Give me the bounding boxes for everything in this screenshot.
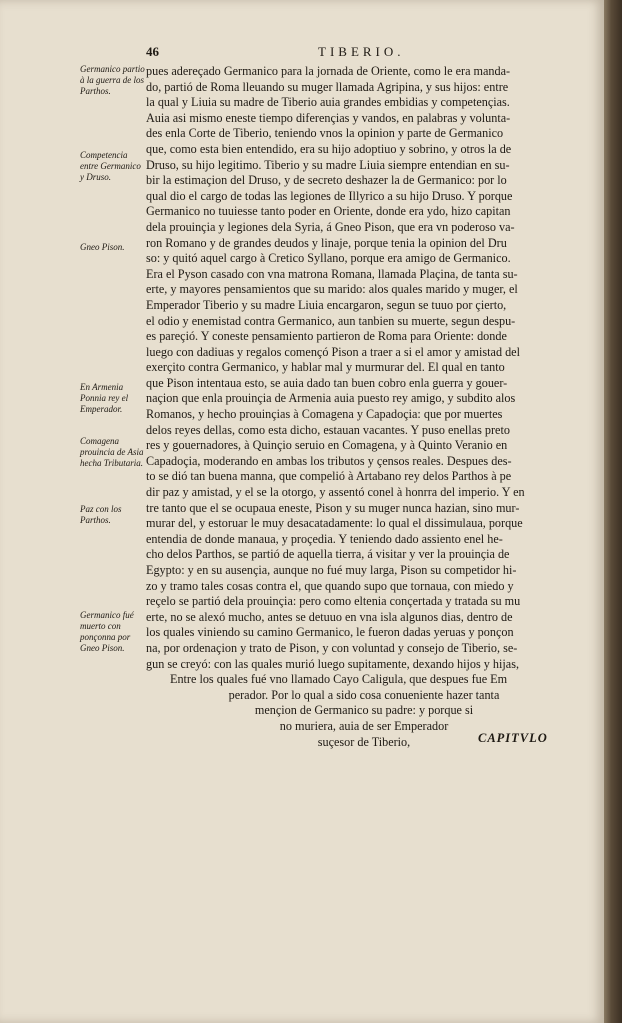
margin-note: Competencia entre Germanico y Druso. <box>80 150 141 182</box>
text-line: los quales viniendo su camino Germanico, le fueron dadas yeruas y ponçon <box>146 625 514 640</box>
text-line: luego con dadiuas y regalos començó Pison a traer a si el amor y amistad del <box>146 344 520 359</box>
text-line: do, partió de Roma lleuando su muger llamada Agripina, y sus hijos: entre <box>146 79 509 94</box>
text-line: na, por ordenaçion y trato de Pison, y con voluntad y consejo de Tiberio, se- <box>146 640 518 655</box>
text-line: gun se creyó: con las quales murió luego supitamente, dexando hijos y hijas, <box>146 656 519 671</box>
text-line: pues adereçado Germanico para la jornada de Oriente, como le era manda- <box>146 64 511 78</box>
text-line: no muriera, auia de ser Emperador <box>279 718 449 733</box>
text-line: dir paz y amistad, y el se la otorgo, y assentó conel à honrra del imperio. Y en <box>146 485 525 500</box>
text-line: erte, no se alexó mucho, antes se detuuo en vna isla algunos dias, dentro de <box>146 609 513 624</box>
text-line: es pareçió. Y coneste pensamiento partieron de Roma para Oriente: donde <box>146 329 507 344</box>
margin-note: Germanico fué muerto con ponçonna por Gneo Pison. <box>80 610 134 653</box>
text-line: que Pison intentaua esto, se auia dado tan buen cobro enla guerra y gouer- <box>146 375 508 390</box>
text-line: to se dió tan buena manna, que compelió à Artabano rey delos Parthos à pe <box>146 469 512 484</box>
text-line: Druso, su hijo legitimo. Tiberio y su madre Liuia siempre entendian en su- <box>146 157 510 172</box>
text-line: erte, y mayores pensamientos que su marido: alos quales marido y muger, el <box>146 282 518 297</box>
text-line: el odio y enemistad contra Germanico, aun tanbien su muerte, segun despu- <box>146 313 516 328</box>
text-line: Germanico no tuuiesse tanto poder en Oriente, donde era ydo, hizo capitan <box>146 204 511 219</box>
text-line: dela prouinçia y legiones dela Syria, á Gneo Pison, que era vn poderoso va- <box>146 219 515 234</box>
text-line: perador. Por lo qual a sido cosa conueniente hazer tanta <box>228 687 500 702</box>
text-line: cho delos Parthos, se partió de aquella tierra, á visitar y ver la prouinçia de <box>146 547 510 562</box>
text-line: zo y tramo tales cosas contra el, que quando supo que tornaua, con miedo y <box>146 578 514 593</box>
text-line: so: y quitó aquel cargo à Cretico Syllano, porque era amigo de Germanico. <box>146 251 511 266</box>
text-line: Romanos, y hecho prouinçias à Comagena y Capadoçia: que por muertes <box>146 407 503 422</box>
folio-number: 46 <box>146 44 159 59</box>
text-line: exerçito contra Germanico, y hablar mal y murmurar del. El qual en tanto <box>146 360 505 375</box>
text-line: des enla Corte de Tiberio, teniendo vnos la opinion y parte de Germanico <box>146 126 504 141</box>
text-line: res y gouernadores, à Quinçio seruio en Comagena, y à Quinto Veranio en <box>146 438 508 453</box>
page-edge <box>604 0 622 1023</box>
margin-note: En Armenia Ponnia rey el Emperador. <box>80 382 129 414</box>
text-line: Auia asi mismo eneste tiempo diferençias y vandos, en palabras y volunta- <box>146 110 511 125</box>
text-line: Capadoçia, moderando en ambas los tributos y çensos reales. Despues des- <box>146 453 512 468</box>
text-line: Emperador Tiberio y su madre Liuia encargaron, segun se tuuo por çierto, <box>146 297 507 312</box>
margin-note: Paz con los Parthos. <box>80 504 122 525</box>
text-line: delos reyes dellas, como esta dicho, estauan vacantes. Y puso enellas preto <box>146 422 510 437</box>
text-line: Entre los quales fué vno llamado Cayo Caligula, que despues fue Em <box>170 672 508 687</box>
text-line: Era el Pyson casado con vna matrona Romana, llamada Plaçina, de tanta su- <box>146 266 518 281</box>
text-line: naçion que enla prouinçia de Armenia auia puesto rey amigo, y subdito alos <box>146 391 516 406</box>
catchword: CAPITVLO <box>478 731 548 745</box>
text-line: mençion de Germanico su padre: y porque si <box>254 703 474 718</box>
margin-note: Germanico partio à la guerra de los Parthos. <box>80 64 145 96</box>
text-line: ron Romano y de grandes deudos y linaje, porque tenia la opinion del Dru <box>146 235 507 250</box>
margin-note: Comagena prouincia de Asia hecha Tributaria. <box>80 436 144 468</box>
page-header <box>0 44 604 62</box>
text-line: entendia de donde manaua, y proçedia. Y teniendo dado assiento enel he- <box>146 531 503 546</box>
body-text <box>146 64 582 750</box>
text-line: reçelo se partió dela prouinçia: pero como eltenia conçertada y tratada su mu <box>146 594 521 609</box>
text-line: suçesor de Tiberio, <box>317 734 411 749</box>
running-title: TIBERIO. <box>318 44 405 59</box>
text-line: qual dio el cargo de todas las legiones de Illyrico a su hijo Druso. Y porque <box>146 188 513 203</box>
text-line: bir la estimaçion del Druso, y de secreto deshazer la de Germanico: por lo <box>146 173 507 188</box>
text-line: que, como esta bien entendido, era su hijo adoptiuo y sobrino, y otros la de <box>146 141 512 156</box>
text-line: tre tanto que el se ocupaua eneste, Pison y su muger nunca hazian, sino mur- <box>146 500 520 515</box>
text-line: la qual y Liuia su madre de Tiberio auia grandes embidias y competençias. <box>146 95 510 110</box>
margin-note: Gneo Pison. <box>80 242 125 252</box>
text-line: murar del, y estoruar le muy desacatadamente: lo qual el dissimulaua, porque <box>146 516 523 531</box>
text-line: Egypto: y en su ausençia, aunque no fué muy larga, Pison su competidor hi- <box>146 563 517 577</box>
